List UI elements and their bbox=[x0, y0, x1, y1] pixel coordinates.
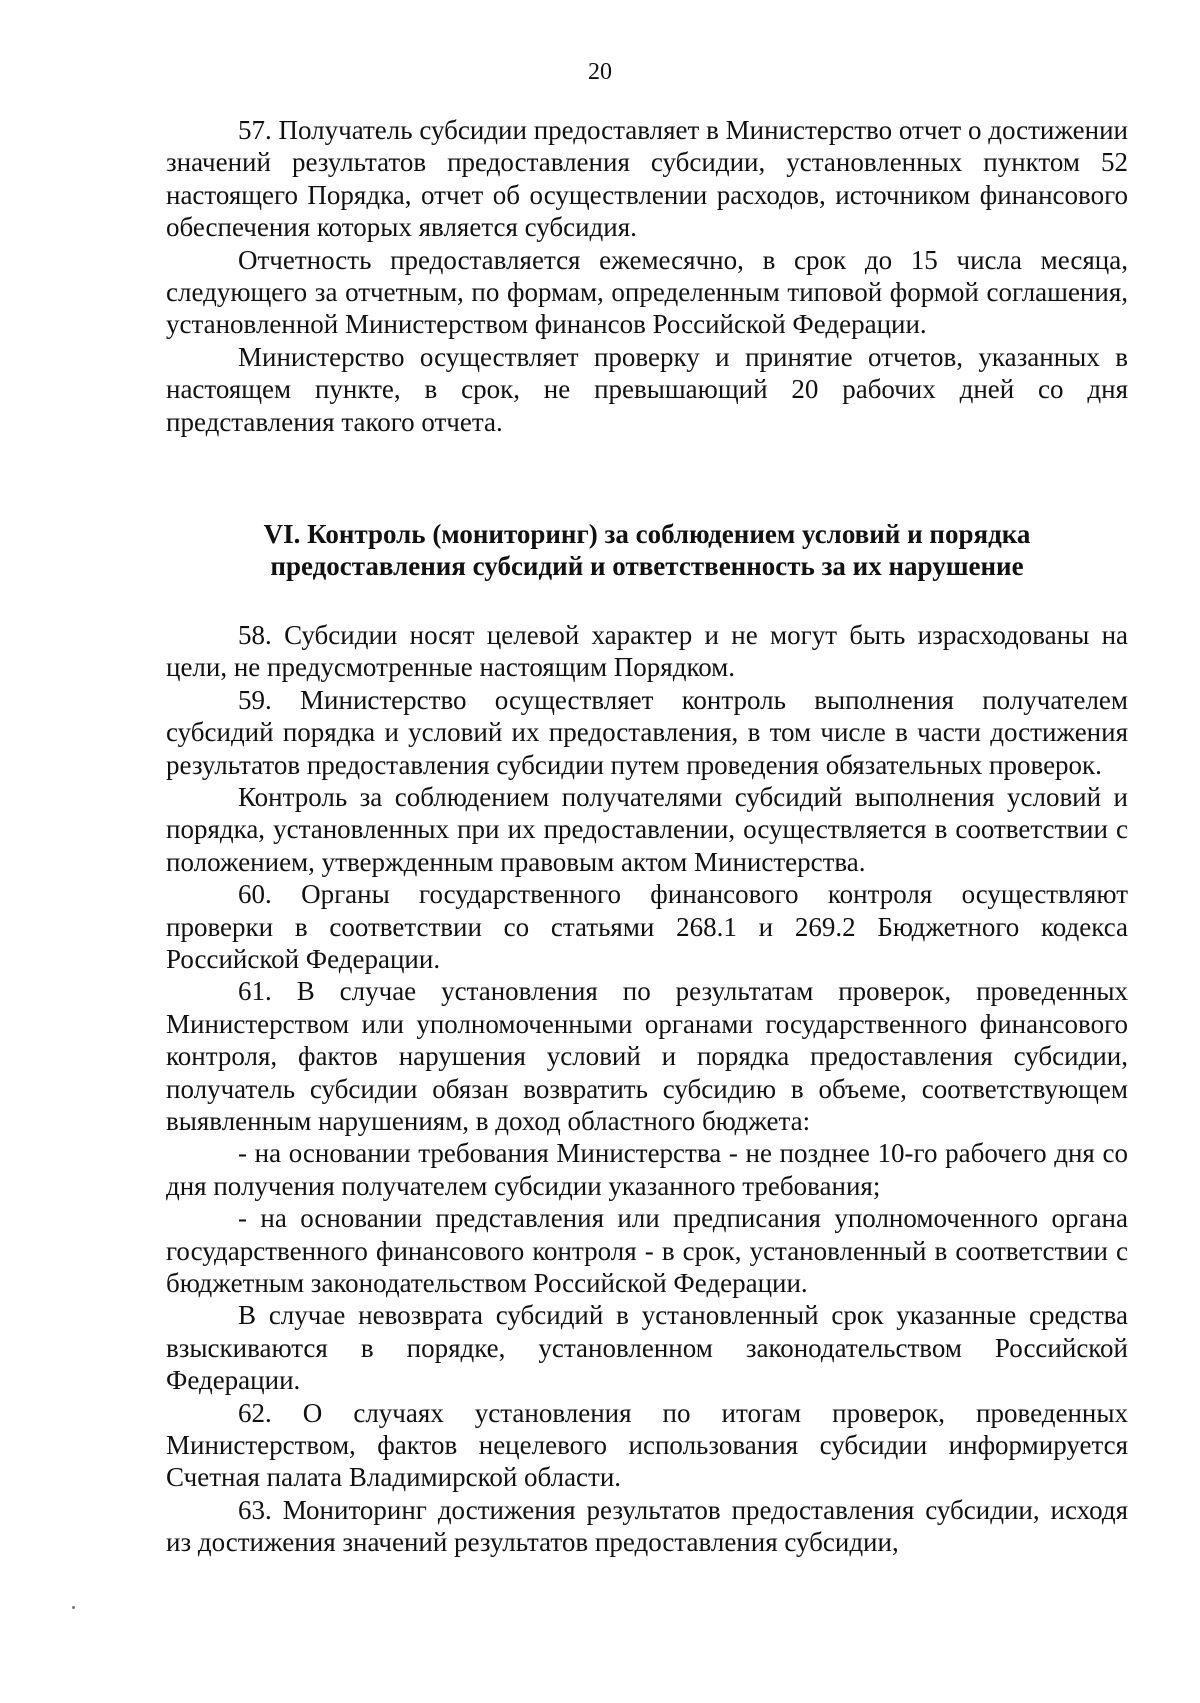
page-number: 20 bbox=[588, 59, 612, 85]
list-item-financial-control: - на основании представления или предписания уполномоченного органа государственного финансового контроля - в срок, установленный в соответствии с бюджетным законодательством Российской Федерации. bbox=[166, 1203, 1128, 1298]
section-heading bbox=[166, 518, 1128, 583]
paragraph-60: 60. Органы государственного финансового контроля осуществляют проверки в соответствии со статьями 268.1 и 269.2 Бюджетного кодекса Российской Федерации. bbox=[166, 879, 1128, 974]
section-heading-line-2: предоставления субсидий и ответственность за их нарушение bbox=[270, 551, 1024, 582]
document-body bbox=[166, 114, 1128, 1559]
paragraph-58: 58. Субсидии носят целевой характер и не могут быть израсходованы на цели, не предусмотренные настоящим Порядком. bbox=[166, 619, 1128, 683]
paragraph-57: 57. Получатель субсидии предоставляет в Министерство отчет о достижении значений результатов предоставления субсидии, установленных пунктом 52 настоящего Порядка, отчет об осуществлении расходов, источником финансового обеспечения которых является субсидия. bbox=[166, 115, 1128, 243]
paragraph-control-compliance: Контроль за соблюдением получателями субсидий выполнения условий и порядка, установленных при их предоставлении, осуществляется в соответствии с положением, утвержденным правовым актом Министерства. bbox=[166, 781, 1128, 877]
section-heading-line-1: VI. Контроль (мониторинг) за соблюдением условий и порядка bbox=[263, 519, 1031, 550]
paragraph-61: 61. В случае установления по результатам проверок, проведенных Министерством или уполномоченными органами государственного финансового контроля, фактов нарушения условий и порядка предоставления субсидии, получатель субсидии обязан возвратить субсидию в объеме, соответствующем выявленным нарушениям, в доход областного бюджета: bbox=[166, 976, 1128, 1136]
paragraph-59: 59. Министерство осуществляет контроль выполнения получателем субсидий порядка и условий их предоставления, в том числе в части достижения результатов предоставления субсидии путем проведения обязательных проверок. bbox=[166, 684, 1128, 780]
list-item-ministry-requirement: - на основании требования Министерства - не позднее 10-го рабочего дня со дня получения получателем субсидии указанного требования; bbox=[166, 1138, 1128, 1201]
paragraph-nonreturn: В случае невозврата субсидий в установленный срок указанные средства взыскиваются в порядке, установленном законодательством Российской Федерации. bbox=[166, 1300, 1128, 1396]
paragraph-62: 62. О случаях установления по итогам проверок, проведенных Министерством, фактов нецелевого использования субсидии информируется Счетная палата Владимирской области. bbox=[166, 1397, 1128, 1493]
paragraph-reporting-frequency: Отчетность предоставляется ежемесячно, в срок до 15 числа месяца, следующего за отчетным, по формам, определенным типовой формой соглашения, установленной Министерством финансов Российской Федерации. bbox=[166, 244, 1128, 340]
margin-mark bbox=[72, 1606, 75, 1609]
paragraph-63: 63. Мониторинг достижения результатов предоставления субсидии, исходя из достижения значений результатов предоставления субсидии, bbox=[166, 1494, 1128, 1558]
paragraph-report-verification: Министерство осуществляет проверку и принятие отчетов, указанных в настоящем пункте, в срок, не превышающий 20 рабочих дней со дня представления такого отчета. bbox=[166, 341, 1128, 437]
